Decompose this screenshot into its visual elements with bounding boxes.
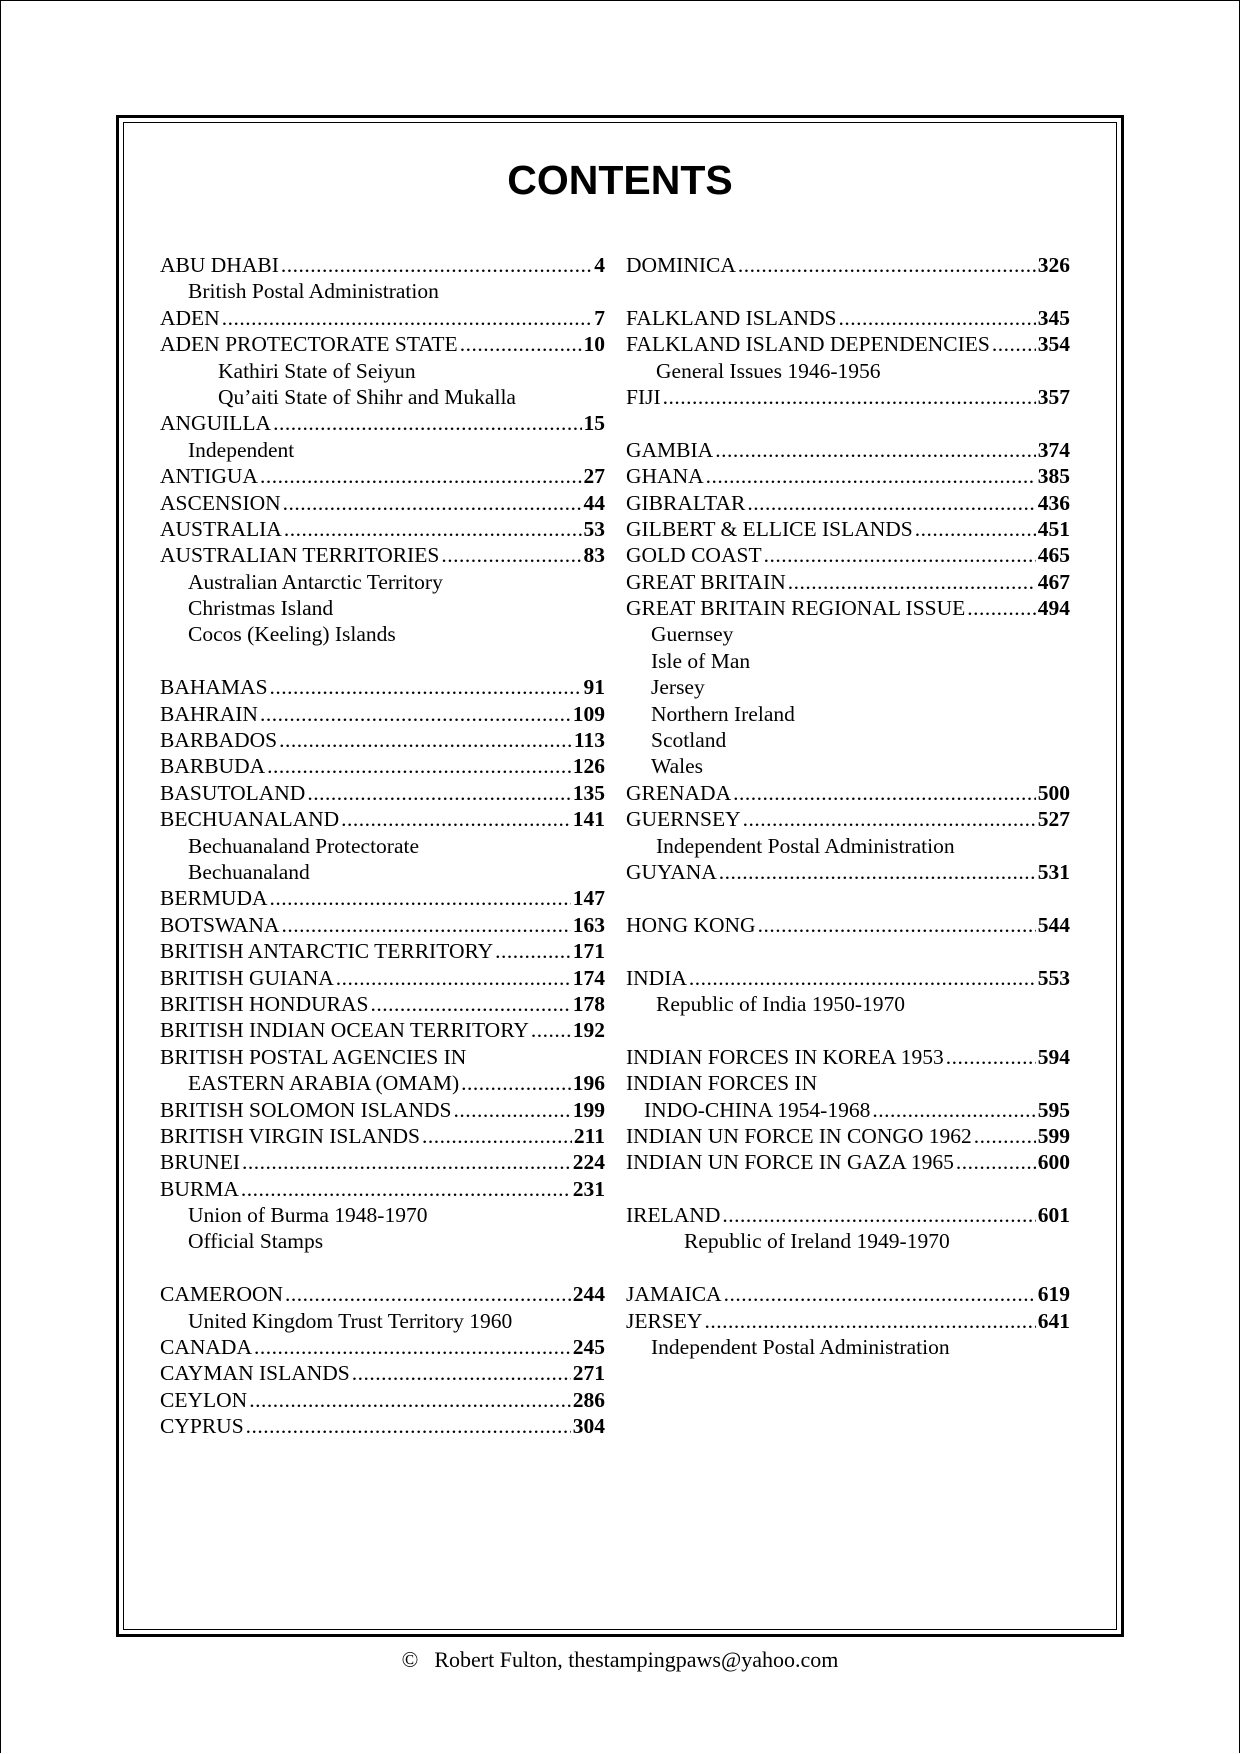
toc-entry-title: BRITISH ANTARCTIC TERRITORY [160,939,494,964]
dot-leader [260,701,571,727]
toc-entry[interactable] [626,965,1070,991]
dot-leader [422,1123,572,1149]
toc-entry[interactable] [160,938,605,964]
dot-leader [946,1044,1036,1070]
dot-leader [246,1413,571,1439]
toc-entry-title: INDO-CHINA 1954-1968 [644,1097,871,1122]
dot-leader [722,1202,1035,1228]
toc-page-number: 147 [572,886,605,911]
toc-entry[interactable] [626,542,1070,568]
toc-subentry-label: Union of Burma 1948-1970 [188,1203,428,1228]
toc-page-number: 500 [1037,780,1070,805]
toc-subentry [626,1070,1070,1096]
page-title: CONTENTS [507,157,733,203]
toc-entry[interactable] [160,463,605,489]
toc-page-number: 15 [583,411,605,436]
toc-entry[interactable] [160,410,605,436]
toc-entry-title: CEYLON [160,1387,248,1412]
dot-leader [706,463,1036,489]
toc-entry-title: BAHAMAS [160,675,268,700]
toc-entry-title: ADEN [160,305,220,330]
toc-entry-title: FALKLAND ISLAND DEPENDENCIES [626,332,990,357]
toc-subentry [626,753,1070,779]
footer-text: Robert Fulton, thestampingpaws@yahoo.com [434,1647,839,1672]
toc-entry-title: INDIA [626,965,687,990]
toc-entry-title: ASCENSION [160,490,281,515]
toc-entry-title: FALKLAND ISLANDS [626,305,837,330]
dot-leader [715,437,1036,463]
toc-page-number: 44 [583,490,605,515]
toc-page-number: 27 [583,464,605,489]
toc-entry-title: HONG KONG [626,912,756,937]
dot-leader [307,780,570,806]
toc-entry[interactable] [626,912,1070,938]
blank-line [626,1255,1070,1281]
toc-entry-title: BECHUANALAND [160,807,340,832]
toc-entry[interactable] [626,331,1070,357]
toc-subentry [626,701,1070,727]
toc-entry-title: AUSTRALIAN TERRITORIES [160,543,440,568]
toc-entry[interactable] [626,1123,1070,1149]
toc-entry-title: BOTSWANA [160,912,280,937]
toc-subentry-label: Jersey [651,675,705,700]
toc-page-number: 531 [1037,859,1070,884]
toc-entry-title: GIBRALTAR [626,490,746,515]
toc-entry-title: GUYANA [626,859,717,884]
toc-entry[interactable] [626,1149,1070,1175]
toc-page-number: 594 [1037,1044,1070,1069]
dot-leader [260,463,582,489]
dot-leader [704,1308,1035,1334]
toc-entry[interactable] [160,252,605,278]
toc-page-number: 231 [572,1176,605,1201]
toc-page-number: 91 [583,675,605,700]
toc-entry-title: CAYMAN ISLANDS [160,1361,350,1386]
toc-entry[interactable] [160,1017,605,1043]
dot-leader [495,938,571,964]
toc-subentry-label: Independent Postal Administration [656,833,955,858]
toc-entry[interactable] [160,1360,605,1386]
toc-entry[interactable] [160,490,605,516]
dot-leader [249,1387,571,1413]
toc-page-number: 141 [572,807,605,832]
dot-leader [460,331,582,357]
toc-entry-title: ABU DHABI [160,253,279,277]
toc-page-number: 436 [1037,490,1070,515]
toc-subentry-label: British Postal Administration [188,279,439,304]
toc-page-number: 135 [572,780,605,805]
toc-entry-title: ANTIGUA [160,464,258,489]
dot-leader [336,965,571,991]
dot-leader [872,1097,1035,1123]
toc-page-number: 326 [1037,253,1070,277]
toc-page-number: 126 [572,754,605,779]
toc-column-right [626,252,1070,1360]
toc-entry[interactable] [160,1334,605,1360]
toc-subentry-label: Kathiri State of Seiyun [218,358,416,383]
toc-entry[interactable] [160,1281,605,1307]
dot-leader [285,1281,571,1307]
toc-entry-title: INDIAN UN FORCE IN GAZA 1965 [626,1150,954,1175]
toc-page-number: 174 [572,965,605,990]
dot-leader [758,912,1036,938]
toc-page-number: 10 [583,332,605,357]
toc-entry[interactable] [626,1044,1070,1070]
toc-entry[interactable] [160,1149,605,1175]
dot-leader [531,1017,571,1043]
dot-leader [254,1334,571,1360]
toc-subentry [160,1308,605,1334]
toc-entry-title: GILBERT & ELLICE ISLANDS [626,516,913,541]
toc-page-number: 286 [572,1387,605,1412]
toc-page-number: 224 [572,1150,605,1175]
toc-entry[interactable] [160,331,605,357]
toc-subentry [626,991,1070,1017]
blank-line [626,1017,1070,1043]
dot-leader [341,806,571,832]
toc-subentry [626,648,1070,674]
toc-entry-title: BARBADOS [160,728,278,753]
dot-leader [719,859,1036,885]
toc-entry[interactable] [160,674,605,700]
toc-entry-title: BRITISH INDIAN OCEAN TERRITORY [160,1018,529,1043]
toc-entry[interactable] [160,701,605,727]
toc-entry[interactable] [160,780,605,806]
toc-entry-title: AUSTRALIA [160,516,282,541]
toc-subentry [160,437,605,463]
toc-entry-title: EASTERN ARABIA (OMAM) [188,1071,460,1096]
toc-subentry-label: Guernsey [651,622,734,647]
toc-entry[interactable] [626,384,1070,410]
toc-page-number: 553 [1037,965,1070,990]
toc-entry-title: ADEN PROTECTORATE STATE [160,332,458,357]
toc-subentry [160,1044,605,1070]
toc-entry[interactable] [160,1097,605,1123]
toc-entry-title: BERMUDA [160,886,268,911]
toc-page-number: 196 [572,1071,605,1096]
toc-entry-title: INDIAN FORCES IN KOREA 1953 [626,1044,944,1069]
dot-leader [743,806,1036,832]
toc-entry-title: BAHRAIN [160,701,258,726]
dot-leader [279,727,572,753]
toc-subentry-label: Official Stamps [188,1229,324,1254]
dot-leader [738,252,1036,278]
toc-entry[interactable] [160,516,605,542]
blank-line [626,1176,1070,1202]
dot-leader [267,753,571,779]
toc-entry[interactable] [160,1387,605,1413]
toc-entry[interactable] [160,1123,605,1149]
toc-entry-title: GREAT BRITAIN [626,569,786,594]
toc-entry-title: BURMA [160,1176,239,1201]
toc-entry[interactable] [160,1070,605,1096]
toc-page-number: 83 [583,543,605,568]
toc-subentry-label: Christmas Island [188,596,334,621]
dot-leader [370,991,570,1017]
dot-leader [284,516,582,542]
toc-subentry [160,569,605,595]
toc-page-number: 451 [1037,516,1070,541]
toc-entry[interactable] [160,912,605,938]
toc-page-number: 163 [572,912,605,937]
toc-subentry-label: Independent Postal Administration [651,1335,950,1360]
toc-entry-title: BRITISH SOLOMON ISLANDS [160,1097,452,1122]
toc-entry-title: JERSEY [626,1308,703,1333]
toc-page-number: 192 [572,1018,605,1043]
dot-leader [663,384,1036,410]
toc-entry-title: GRENADA [626,780,732,805]
toc-subentry-label: Cocos (Keeling) Islands [188,622,396,647]
toc-page-number: 494 [1037,596,1070,621]
toc-entry-title: GHANA [626,464,704,489]
toc-column-left [160,252,605,1440]
dot-leader [724,1281,1036,1307]
dot-leader [283,490,582,516]
toc-subentry-label: Wales [651,754,703,779]
toc-entry[interactable] [626,595,1070,621]
toc-subentry [160,621,605,647]
toc-entry-title: CANADA [160,1335,252,1360]
toc-page-number: 244 [572,1282,605,1307]
dot-leader [956,1149,1036,1175]
blank-line [626,278,1070,304]
dot-leader [441,542,581,568]
toc-entry-title: GOLD COAST [626,543,762,568]
dot-leader [747,490,1035,516]
toc-entry-title: BASUTOLAND [160,780,306,805]
toc-subentry-label: Qu’aiti State of Shihr and Mukalla [218,384,516,409]
dot-leader [915,516,1036,542]
toc-entry[interactable] [626,1202,1070,1228]
blank-line [160,1255,605,1281]
toc-page-number: 178 [572,991,605,1016]
toc-entry[interactable] [626,252,1070,278]
toc-entry[interactable] [160,727,605,753]
toc-page-number: 113 [573,728,605,753]
toc-entry-title: BRITISH HONDURAS [160,991,369,1016]
toc-subentry [160,859,605,885]
blank-line [626,938,1070,964]
toc-subentry-label: Scotland [651,728,727,753]
toc-page-number: 600 [1037,1150,1070,1175]
toc-entry[interactable] [626,437,1070,463]
dot-leader [974,1123,1036,1149]
toc-entry-title: GREAT BRITAIN REGIONAL ISSUE [626,596,966,621]
dot-leader [992,331,1036,357]
toc-page-number: 465 [1037,543,1070,568]
dot-leader [967,595,1035,621]
dot-leader [764,542,1036,568]
toc-page-number: 527 [1037,807,1070,832]
toc-entry[interactable] [160,806,605,832]
toc-entry[interactable] [160,1413,605,1439]
toc-entry-title: BARBUDA [160,754,266,779]
toc-entry[interactable] [626,1308,1070,1334]
toc-subentry-label: Bechuanaland [188,859,310,884]
dot-leader [242,1149,571,1175]
toc-subentry-label: Independent [188,437,295,462]
dot-leader [281,912,570,938]
toc-entry[interactable] [626,1281,1070,1307]
toc-entry[interactable] [626,859,1070,885]
toc-page-number: 357 [1037,384,1070,409]
toc-entry-title: GAMBIA [626,437,714,462]
toc-entry-title: INDIAN UN FORCE IN CONGO 1962 [626,1123,972,1148]
dot-leader [838,305,1035,331]
toc-entry[interactable] [160,305,605,331]
toc-subentry [626,674,1070,700]
toc-page-number: 211 [573,1123,605,1148]
toc-subentry-label: General Issues 1946-1956 [656,358,881,383]
toc-entry[interactable] [160,885,605,911]
toc-entry[interactable] [626,780,1070,806]
toc-subentry [626,358,1070,384]
toc-entry[interactable] [160,1176,605,1202]
toc-subentry [626,727,1070,753]
toc-entry-title: ANGUILLA [160,411,272,436]
toc-page-number: 171 [572,939,605,964]
toc-page-number: 354 [1037,332,1070,357]
toc-page-number: 245 [572,1335,605,1360]
dot-leader [733,780,1036,806]
toc-entry-title: CYPRUS [160,1414,244,1439]
dot-leader [270,885,571,911]
toc-subentry-label: INDIAN FORCES IN [626,1071,818,1096]
toc-entry[interactable] [626,490,1070,516]
toc-subentry [160,384,605,410]
dot-leader [352,1360,571,1386]
toc-page-number: 4 [594,253,605,277]
toc-subentry [160,1228,605,1254]
toc-entry[interactable] [626,305,1070,331]
toc-page-number: 109 [572,701,605,726]
dot-leader [453,1097,570,1123]
toc-subentry [160,278,605,304]
toc-page-number: 374 [1037,437,1070,462]
toc-page-number: 641 [1037,1308,1070,1333]
toc-subentry [626,833,1070,859]
dot-leader [281,252,592,278]
toc-page-number: 467 [1037,569,1070,594]
toc-page-number: 544 [1037,912,1070,937]
toc-entry[interactable] [626,463,1070,489]
toc-subentry-label: Bechuanaland Protectorate [188,833,420,858]
toc-page-number: 619 [1037,1282,1070,1307]
toc-entry[interactable] [626,516,1070,542]
toc-entry-title: BRUNEI [160,1150,241,1175]
toc-page-number: 385 [1037,464,1070,489]
toc-page-number: 53 [583,516,605,541]
toc-subentry [160,833,605,859]
dot-leader [270,674,582,700]
toc-page-number: 345 [1037,305,1070,330]
blank-line [160,648,605,674]
dot-leader [222,305,593,331]
toc-entry-title: IRELAND [626,1203,721,1228]
toc-entry-title: FIJI [626,384,661,409]
toc-page-number: 599 [1037,1123,1070,1148]
toc-entry-title: GUERNSEY [626,807,741,832]
toc-subentry [626,621,1070,647]
toc-page-number: 199 [572,1097,605,1122]
toc-subentry-label: Isle of Man [651,648,751,673]
toc-subentry [626,1228,1070,1254]
toc-entry-title: CAMEROON [160,1282,284,1307]
toc-subentry [160,1202,605,1228]
toc-entry[interactable] [160,542,605,568]
toc-subentry-label: Northern Ireland [651,701,795,726]
toc-entry[interactable] [160,753,605,779]
toc-subentry [626,1334,1070,1360]
toc-page-number: 271 [572,1361,605,1386]
toc-entry-title: BRITISH VIRGIN ISLANDS [160,1123,421,1148]
toc-entry-title: DOMINICA [626,253,736,277]
toc-entry[interactable] [626,569,1070,595]
toc-page-number: 595 [1037,1097,1070,1122]
toc-entry-title: JAMAICA [626,1282,722,1307]
toc-entry[interactable] [626,806,1070,832]
copyright-symbol: © [401,1647,419,1672]
dot-leader [788,569,1036,595]
dot-leader [273,410,581,436]
toc-entry[interactable] [626,1097,1070,1123]
dot-leader [689,965,1036,991]
toc-subentry-label: Republic of India 1950-1970 [656,991,905,1016]
dot-leader [241,1176,571,1202]
toc-entry-title: BRITISH GUIANA [160,965,334,990]
toc-subentry-label: Australian Antarctic Territory [188,569,443,594]
blank-line [626,410,1070,436]
toc-subentry-label: Republic of Ireland 1949-1970 [684,1229,950,1254]
toc-entry[interactable] [160,991,605,1017]
toc-page-number: 7 [594,305,605,330]
dot-leader [461,1070,571,1096]
toc-subentry-label: United Kingdom Trust Territory 1960 [188,1308,513,1333]
blank-line [626,885,1070,911]
toc-subentry-label: BRITISH POSTAL AGENCIES IN [160,1044,467,1069]
footer [0,1646,1240,1674]
toc-subentry [160,358,605,384]
toc-subentry [160,595,605,621]
toc-page-number: 304 [572,1414,605,1439]
toc-entry[interactable] [160,965,605,991]
toc-page-number: 601 [1037,1203,1070,1228]
